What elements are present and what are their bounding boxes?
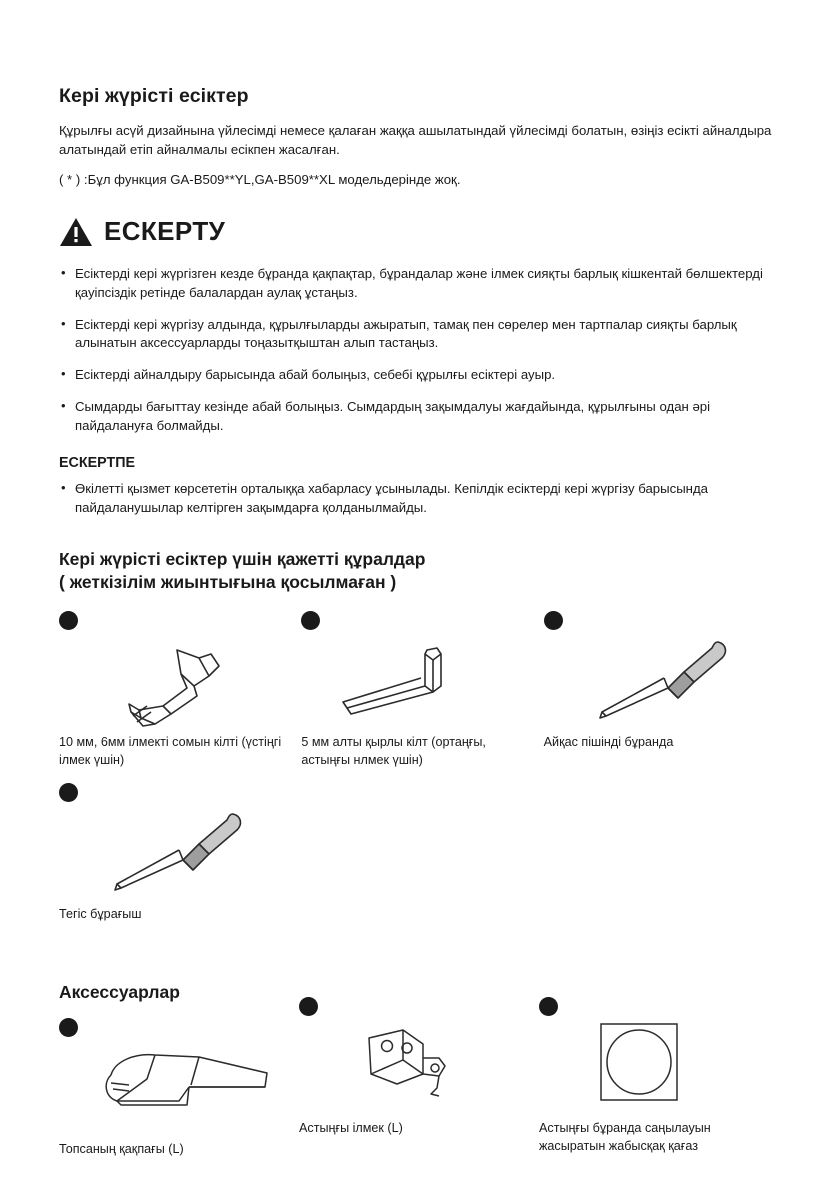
bullet-dot-icon: [301, 611, 320, 630]
warning-label: ЕСКЕРТУ: [104, 216, 226, 247]
page-title: Кері жүрісті есіктер: [59, 85, 249, 107]
list-item: • Есіктерді кері жүргізу алдында, құрылғыларды ажыратып, тамақ пен сөрелер мен тартпалар сияқты барлық алынатын аксессуарларды тоңазытқыштан алып тастаңыз.: [59, 316, 779, 353]
tool-item: [59, 783, 295, 924]
tool-item: [59, 611, 294, 769]
tool-label: 5 мм алты қырлы кілт (ортаңғы, астыңғы нлмек үшін): [301, 735, 486, 767]
warning-header: [59, 216, 779, 247]
tool-label: Тегіс бұрағыш: [59, 907, 142, 922]
accessory-label: Астыңғы бұранда саңылауын жасыратын жабысқақ қағаз: [539, 1120, 711, 1153]
accessory-label: Топсаның қақпағы (L): [59, 1141, 184, 1156]
tool-item: [544, 611, 779, 769]
accessories-section-title: Аксессуарлар: [59, 981, 180, 1002]
tool-label: 10 мм, 6мм ілмекті сомын кілті (үстіңгі ілмек үшін): [59, 735, 282, 767]
bottom-hinge-icon: [299, 1018, 535, 1110]
notice-heading: ЕСКЕРТПЕ: [59, 455, 136, 472]
list-item: • Есіктерді айналдыру барысында абай болыңыз, себебі құрылғы есіктері ауыр.: [59, 366, 779, 385]
tools-section-title: [59, 548, 779, 595]
tool-label: Айқас пішінді бұранда: [543, 735, 674, 750]
bullet-dot-icon: [59, 611, 78, 630]
accessory-item: [59, 1018, 295, 1159]
bullet-dot-icon: [539, 997, 558, 1016]
list-item: • Есіктерді кері жүргізген кезде бұранда қақпақтар, бұрандалар және ілмек сияқты барлық кішкентай бөлшектерді қауіпсіздік ретінде балалардан аулақ ұстаңыз.: [59, 265, 779, 302]
tool-item: [301, 611, 536, 769]
list-item: • Өкілетті қызмет көрсететін орталыққа хабарласу ұсынылады. Кепілдік есіктерді кері жүргізу барысында пайдаланушылар келтірген зақымдарға қолданылмайды.: [59, 480, 779, 517]
sticker-icon: [539, 1018, 775, 1110]
accessories-row: [59, 1018, 779, 1159]
tools-title-line2: ( жеткізілім жиынтығына қосылмаған ): [59, 572, 397, 593]
list-item: • Сымдарды бағыттау кезінде абай болыңыз. Сымдардың зақымдалуы жағдайында, құрылғыны одан әрі пайдалануға болмайды.: [59, 398, 779, 435]
hinge-cover-icon: [59, 1039, 295, 1131]
bullet-dot-icon: [59, 783, 78, 802]
page-content: [59, 85, 779, 1159]
notice-list: [59, 480, 779, 517]
bullet-dot-icon: [544, 611, 563, 630]
accessory-item: [539, 1018, 775, 1159]
bullet-dot-icon: [299, 997, 318, 1016]
model-note: ( * ) :Бұл функция GA-B509**YL,GA-B509**XL модельдерінде жоқ.: [59, 172, 461, 188]
bullet-dot-icon: [59, 1018, 78, 1037]
warning-list: [59, 265, 779, 435]
warning-triangle-icon: [59, 217, 93, 247]
accessory-label: Астыңғы ілмек (L): [299, 1120, 403, 1135]
tools-row-2: [59, 783, 779, 924]
flat-screwdriver-icon: [59, 804, 295, 900]
phillips-screwdriver-icon: [544, 632, 779, 728]
hex-key-icon: [301, 632, 536, 728]
tools-title-line1: Кері жүрісті есіктер үшін қажетті құралдар: [59, 548, 426, 569]
accessory-item: [299, 1018, 535, 1159]
tools-row-1: [59, 611, 779, 769]
socket-wrench-icon: [59, 632, 294, 728]
intro-paragraph: Құрылғы асүй дизайнына үйлесімді немесе қалаған жаққа ашылатындай үйлесімді болатын, өзіңіз есікті айналдыра алатындай етіп айналмалы есікпен жасалған.: [59, 123, 772, 157]
